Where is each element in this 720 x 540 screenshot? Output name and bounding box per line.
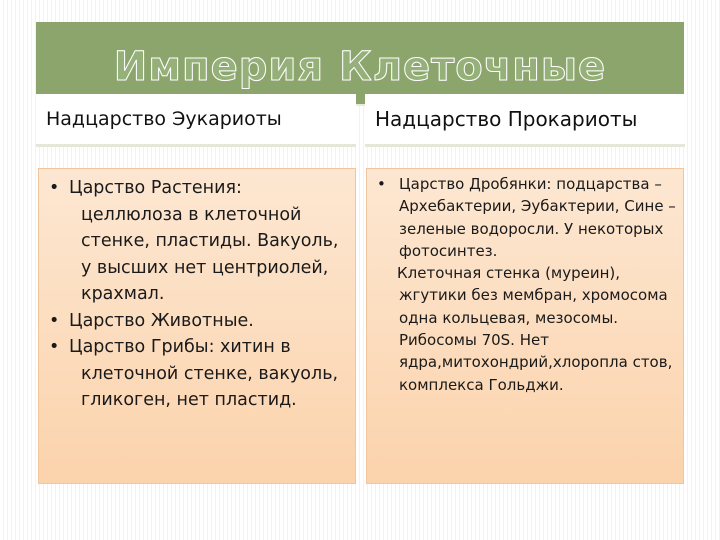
list-item-text: Царство Растения: целлюлоза в клеточной стенке, пластиды. Вакуоль, у высших нет центриолей, крахмал. (69, 178, 339, 304)
list-item (49, 334, 349, 414)
header-prokaryotes-label: Надцарство Прокариоты (375, 107, 638, 131)
prokaryotes-content-box (366, 168, 684, 484)
header-eukaryotes (36, 94, 356, 144)
bullet-icon: • (377, 175, 386, 193)
header-prokaryotes (365, 94, 685, 144)
list-item-continuation: Клеточная стенка (муреин), жгутики без мембран, хромосома одна кольцевая, мезосомы. Рибосомы 70S. Нет ядра,митохондрий,хлоропла стов, комплекса Гольджи. (397, 264, 673, 394)
list-item (49, 308, 349, 335)
bullet-icon: • (49, 178, 60, 198)
list-item (377, 173, 679, 396)
list-item (49, 175, 349, 308)
eukaryotes-list (49, 175, 349, 414)
list-item-text: Царство Животные. (69, 310, 254, 331)
slide-title: Империя Клеточные (113, 44, 607, 90)
header-eukaryotes-label: Надцарство Эукариоты (46, 108, 282, 130)
prokaryotes-list (377, 173, 679, 396)
bullet-icon: • (49, 310, 60, 331)
eukaryotes-content-box (38, 168, 356, 484)
bullet-icon: • (49, 337, 60, 357)
list-item-text: Царство Дробянки: подцарства – Архебактерии, Эубактерии, Сине – зеленые водоросли. У некоторых фотосинтез. (399, 175, 676, 260)
list-item-text: Царство Грибы: хитин в клеточной стенке, вакуоль, гликоген, нет пластид. (69, 337, 339, 410)
